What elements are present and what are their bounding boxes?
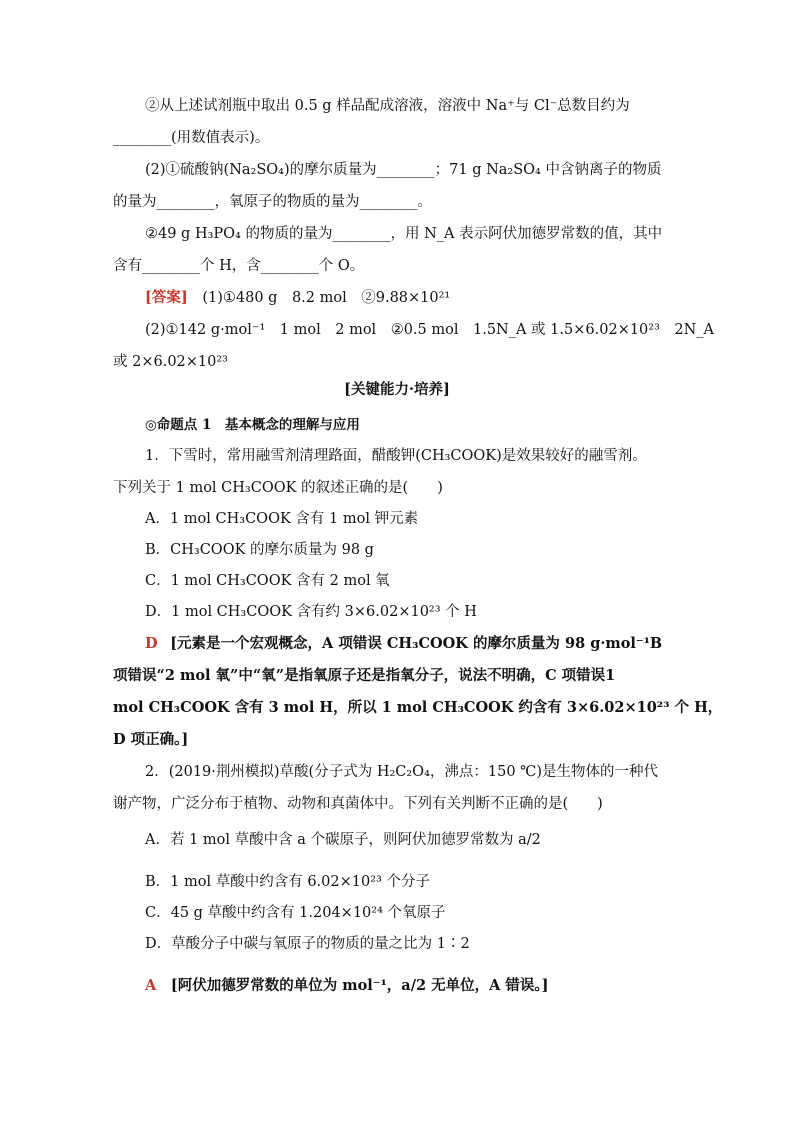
option-c: C．1 mol CH₃COOK 含有 2 mol 氧: [145, 573, 390, 589]
answer-text: (1)①480 g 8.2 mol ②9.88×10²¹: [202, 290, 451, 306]
explanation-line: D 项正确。]: [113, 731, 189, 748]
explanation-line: [145, 976, 715, 996]
text-line: 或 2×6.02×10²³: [113, 354, 228, 370]
option-d: D．1 mol CH₃COOK 含有约 3×6.02×10²³ 个 H: [145, 604, 477, 620]
section-heading: [关键能力·培养]: [344, 381, 450, 398]
text-line: ________(用数值表示)。: [113, 130, 270, 146]
text-line: ②49 g H₃PO₄ 的物质的量为________，用 N_A 表示阿伏加德罗常数的值，其中: [145, 226, 663, 242]
option-b: B．1 mol 草酸中约含有 6.02×10²³ 个分子: [145, 874, 430, 890]
answer-letter: D: [145, 635, 158, 652]
text-line: 含有________个 H，含________个 O。: [113, 258, 365, 274]
option-a: A．若 1 mol 草酸中含 a 个碳原子，则阿伏加德罗常数为 a/2: [145, 832, 541, 848]
option-c: C．45 g 草酸中约含有 1.204×10²⁴ 个氧原子: [145, 905, 446, 921]
question-2-stem: 2．(2019·荆州模拟)草酸(分子式为 H₂C₂O₄，沸点：150 ℃)是生物体的一种代: [145, 764, 659, 780]
text-line: (2)①142 g·mol⁻¹ 1 mol 2 mol ②0.5 mol 1.5N_A 或 1.5×6.02×10²³ 2N_A: [145, 322, 715, 338]
question-2-stem: 谢产物，广泛分布于植物、动物和真菌体中。下列有关判断不正确的是( ): [113, 796, 603, 812]
explanation-line: [145, 634, 715, 654]
option-d: D．草酸分子中碳与氧原子的物质的量之比为 1∶2: [145, 936, 470, 952]
explanation-text: [元素是一个宏观概念，A 项错误 CH₃COOK 的摩尔质量为 98 g·mol⁻¹B: [170, 635, 663, 652]
subsection-heading: ◎命题点 1 基本概念的理解与应用: [145, 417, 360, 433]
question-1-stem: 1．下雪时，常用融雪剂清理路面，醋酸钾(CH₃COOK)是效果较好的融雪剂。: [145, 448, 647, 464]
question-1-stem: 下列关于 1 mol CH₃COOK 的叙述正确的是( ): [113, 480, 443, 496]
text-line: 的量为________，氧原子的物质的量为________。: [113, 194, 432, 210]
explanation-line: mol CH₃COOK 含有 3 mol H，所以 1 mol CH₃COOK 约含有 3×6.02×10²³ 个 H，: [113, 699, 723, 716]
option-a: A．1 mol CH₃COOK 含有 1 mol 钾元素: [145, 511, 419, 527]
explanation-line: 项错误“2 mol 氧”中“氧”是指氧原子还是指氧分子，说法不明确，C 项错误1: [113, 667, 616, 684]
option-b: B．CH₃COOK 的摩尔质量为 98 g: [145, 542, 374, 558]
answer-letter: A: [145, 977, 157, 994]
explanation-text: [阿伏加德罗常数的单位为 mol⁻¹，a/2 无单位，A 错误。]: [170, 977, 549, 994]
text-line: ②从上述试剂瓶中取出 0.5 g 样品配成溶液，溶液中 Na⁺与 Cl⁻总数目约为: [145, 98, 630, 114]
text-line: (2)①硫酸钠(Na₂SO₄)的摩尔质量为________；71 g Na₂SO₄ 中含钠离子的物质: [145, 162, 662, 178]
answer-line: [145, 288, 715, 308]
answer-tag: [答案]: [145, 289, 188, 306]
